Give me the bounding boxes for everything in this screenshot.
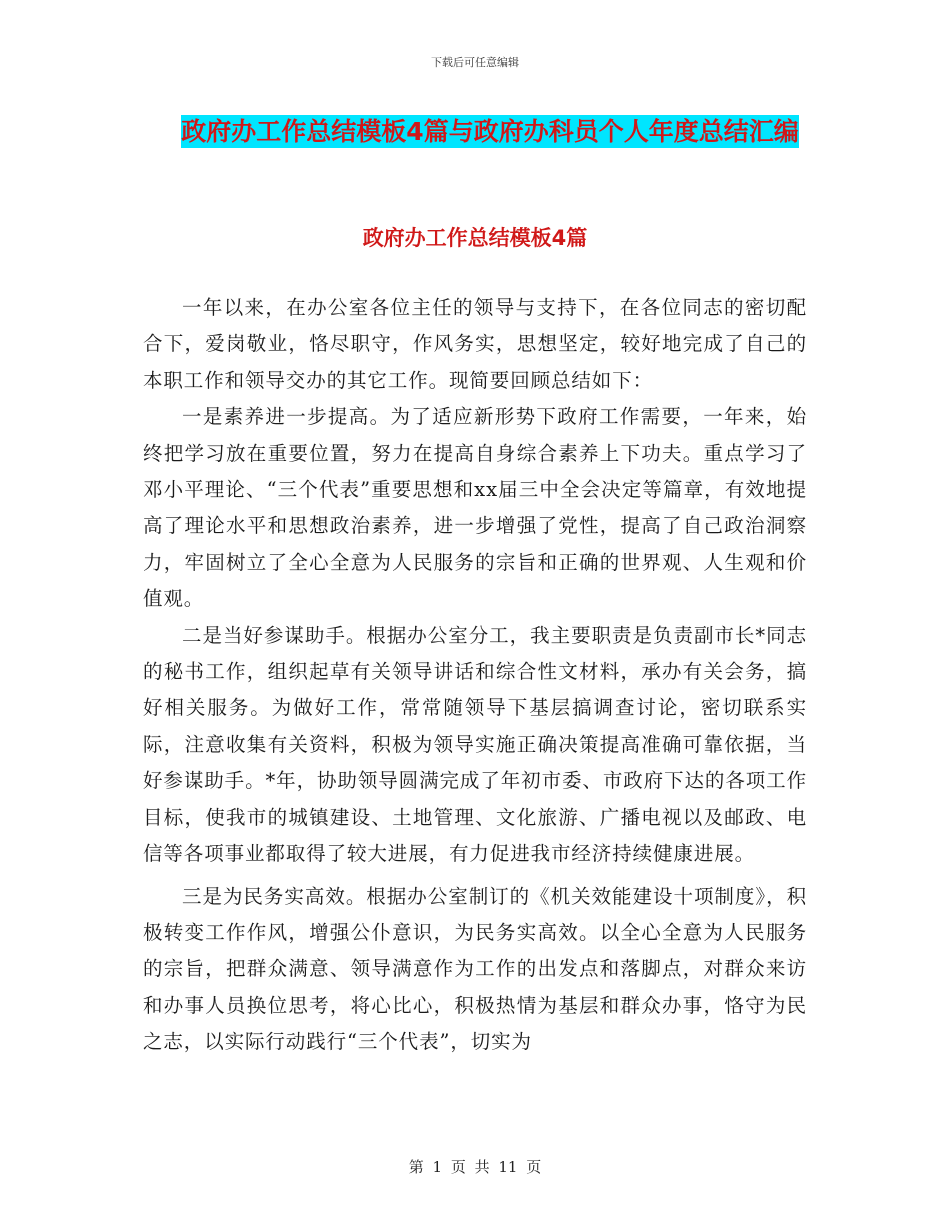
page-number-footer: 第 1 页 共 11 页 bbox=[408, 1158, 542, 1176]
section-title: 政府办工作总结模板4篇 bbox=[362, 226, 588, 250]
document-title-text: 政府办工作总结模板4篇与政府办科员个人年度总结汇编 bbox=[181, 117, 799, 146]
paragraph-1: 一年以来，在办公室各位主任的领导与支持下，在各位同志的密切配合下，爱岗敬业，恪尽职守，作风务实，思想坚定，较好地完成了自己的本职工作和领导交办的其它工作。现简要回顾总结如下： bbox=[143, 296, 807, 392]
document-title bbox=[170, 108, 810, 155]
paragraph-4: 三是为民务实高效。根据办公室制订的《机关效能建设十项制度》，积极转变工作作风，增强公仆意识，为民务实高效。以全心全意为人民服务的宗旨，把群众满意、领导满意作为工作的出发点和落脚点，对群众来访和办事人员换位思考，将心比心，积极热情为基层和群众办事，恪守为民之志，以实际行动践行“三个代表”，切实为 bbox=[143, 884, 807, 1054]
paragraph-3: 二是当好参谋助手。根据办公室分工，我主要职责是负责副市长*同志的秘书工作，组织起草有关领导讲话和综合性文材料，承办有关会务，搞好相关服务。为做好工作，常常随领导下基层搞调查讨论，密切联系实际，注意收集有关资料，积极为领导实施正确决策提高准确可靠依据，当好参谋助手。*年，协助领导圆满完成了年初市委、市政府下达的各项工作目标，使我市的城镇建设、土地管理、文化旅游、广播电视以及邮政、电信等各项事业都取得了较大进展，有力促进我市经济持续健康进展。 bbox=[143, 623, 807, 866]
paragraph-2: 一是素养进一步提高。为了适应新形势下政府工作需要，一年来，始终把学习放在重要位置，努力在提高自身综合素养上下功夫。重点学习了邓小平理论、“三个代表”重要思想和xx届三中全会决定等篇章，有效地提高了理论水平和思想政治素养，进一步增强了党性，提高了自己政治洞察力，牢固树立了全心全意为人民服务的宗旨和正确的世界观、人生观和价值观。 bbox=[143, 405, 807, 611]
document-body bbox=[143, 290, 807, 1061]
header-note: 下载后可任意编辑 bbox=[431, 56, 519, 69]
